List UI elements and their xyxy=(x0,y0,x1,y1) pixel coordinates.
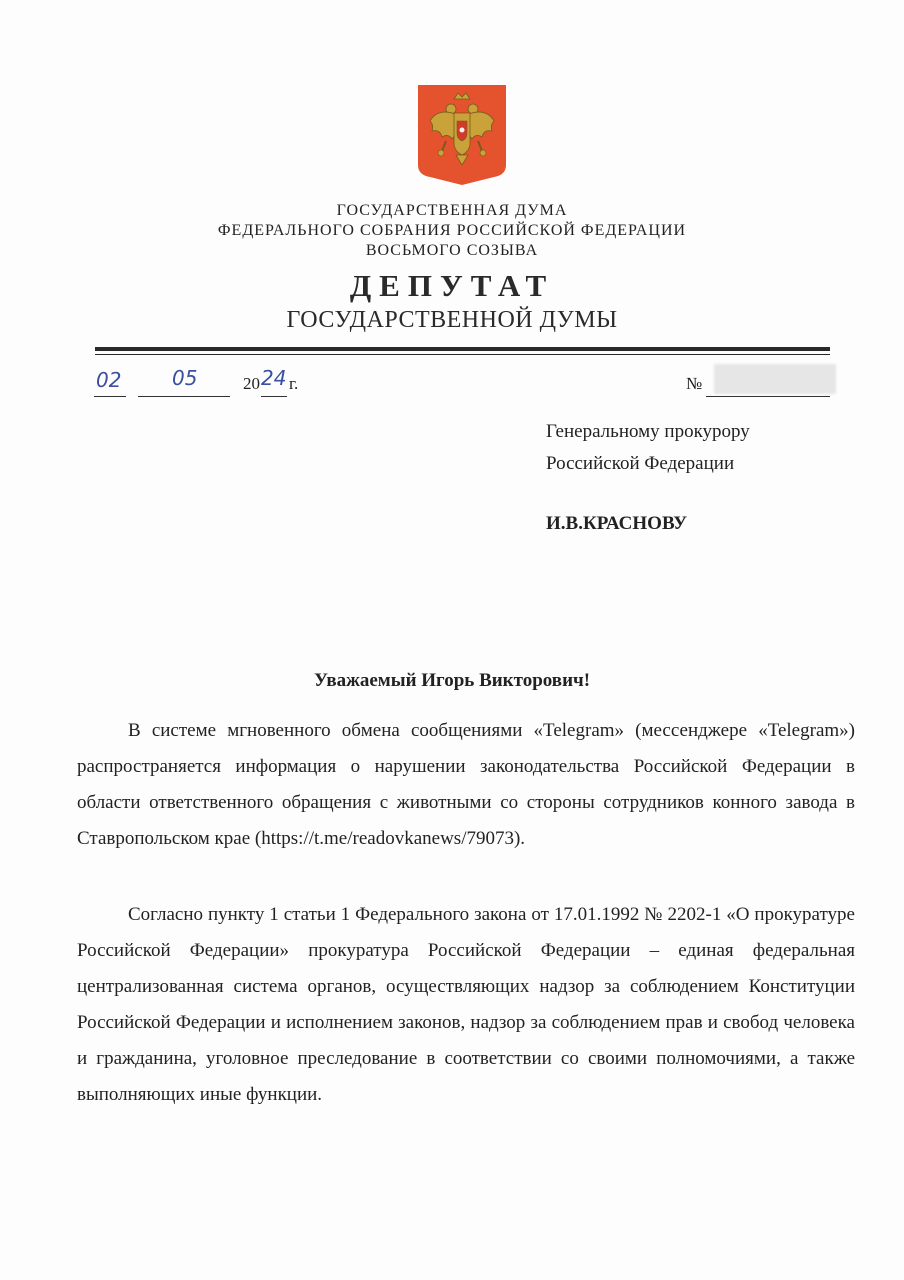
salutation: Уважаемый Игорь Викторович! xyxy=(313,670,591,691)
addressee-block xyxy=(546,416,750,480)
date-year-suffix: 24 xyxy=(261,366,287,390)
addressee-line-2: Российской Федерации xyxy=(546,453,735,474)
date-year-mark: г. xyxy=(289,374,299,393)
emblem xyxy=(418,85,506,185)
date-month: 05 xyxy=(172,366,198,390)
document-number-redacted xyxy=(714,364,836,394)
document-number-line xyxy=(706,396,830,397)
body-paragraph-1: В системе мгновенного обмена сообщениями «Telegram» (мессенджере «Telegram») распространяется информация о нарушении законодательства Российской Федерации в области ответственного обращения с животными со стороны сотрудников конного завода в Ставропольском крае (https://t.me/readovkanews/79073). xyxy=(77,720,855,849)
org-line-1: ГОСУДАРСТВЕННАЯ ДУМА xyxy=(336,202,568,219)
document-number-label: № xyxy=(686,374,703,393)
header-rule-thick xyxy=(95,347,830,351)
org-line-3: ВОСЬМОГО СОЗЫВА xyxy=(365,242,539,259)
addressee-name: И.В.КРАСНОВУ xyxy=(546,513,688,534)
page-subtitle: ГОСУДАРСТВЕННОЙ ДУМЫ xyxy=(286,307,618,333)
header-rule-thin xyxy=(95,354,830,355)
russian-coat-of-arms-icon xyxy=(418,85,506,185)
date-year-prefix: 20 xyxy=(243,374,260,393)
body-paragraph-2: Согласно пункту 1 статьи 1 Федерального закона от 17.01.1992 № 2202-1 «О прокуратуре Российской Федерации» прокуратура Российской Федерации – единая федеральная централизованная система органов, осуществляющих надзор за соблюдением Конституции Российской Федерации и исполнением законов, надзор за соблюдением прав и свобод человека и гражданина, уголовное преследование в соответствии со своими полномочиями, а также выполняющих иные функции. xyxy=(77,904,855,1105)
org-line-2: ФЕДЕРАЛЬНОГО СОБРАНИЯ РОССИЙСКОЙ ФЕДЕРАЦИИ xyxy=(217,222,687,239)
date-day: 02 xyxy=(96,368,122,392)
page-title: ДЕПУТАТ xyxy=(349,268,555,303)
addressee-line-1: Генеральному прокурору xyxy=(546,421,750,442)
